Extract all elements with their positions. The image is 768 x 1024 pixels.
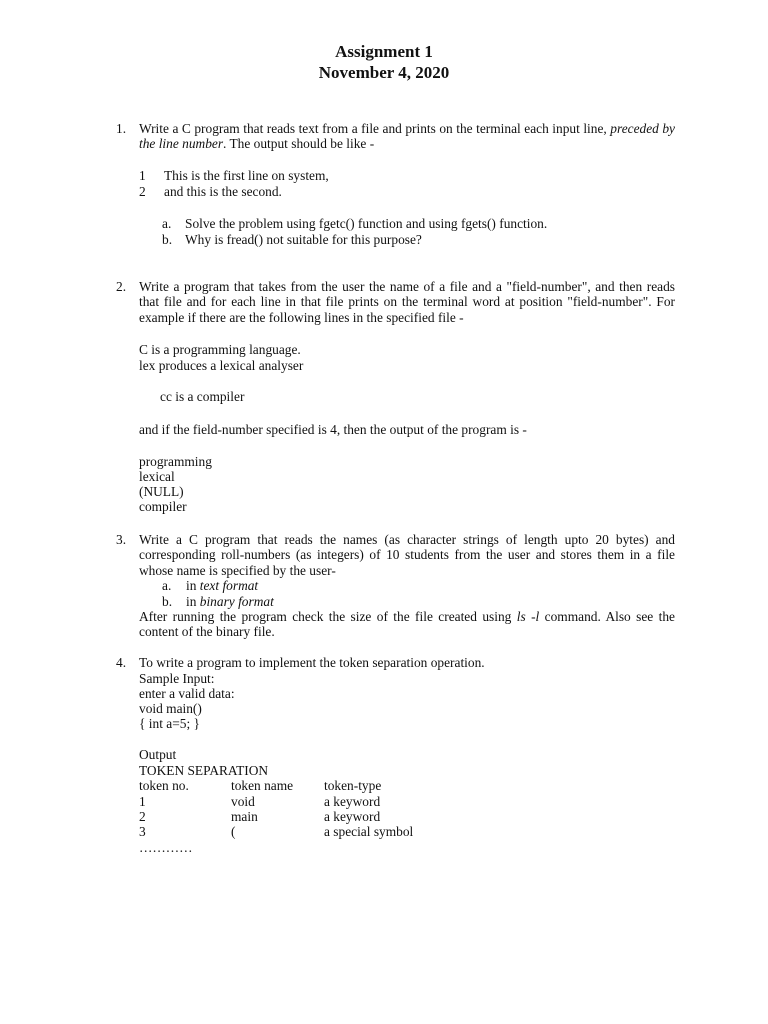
cell-token-no: 1: [139, 794, 146, 809]
cell-token-name: (: [231, 824, 236, 839]
q3-sub-a-text: [186, 578, 258, 593]
header-token-name: token name: [231, 778, 294, 793]
q1-text-italic: preceded by the line number: [139, 121, 676, 152]
header-token-no: token no.: [139, 778, 189, 793]
q2-then-text: and if the field-number specified is 4, then the output of the program is -: [139, 422, 527, 437]
q4-ellipsis: …………: [139, 840, 193, 855]
q4-input-line: Sample Input:: [139, 671, 215, 686]
page-date: November 4, 2020: [318, 63, 450, 82]
q1-text: [139, 121, 675, 152]
q3-sub-b-text: [186, 594, 274, 609]
q1-number: 1.: [116, 121, 127, 136]
q4-table-title: TOKEN SEPARATION: [139, 763, 269, 778]
q4-input-line: void main(): [139, 701, 202, 716]
q1-sub-a-label: a.: [162, 216, 172, 231]
line-number: 1: [139, 168, 146, 183]
q1-text-part: Write a C program that reads text from a file and prints on the terminal each input line,: [139, 121, 611, 136]
q3-sub-a-italic: text format: [199, 578, 259, 593]
line-text: This is the first line on system,: [164, 168, 329, 183]
q2-output-line: programming: [139, 454, 212, 469]
q2-text: Write a program that takes from the user the name of a file and a "field-number", and then reads that file and for each line in that file prints on the terminal word at position "field-number". For example if there are the following lines in the specified file -: [139, 279, 675, 325]
q4-number: 4.: [116, 655, 127, 670]
cell-token-type: a keyword: [324, 794, 381, 809]
q2-output-line: compiler: [139, 499, 187, 514]
q2-number: 2.: [116, 279, 127, 294]
q4-input-line: { int a=5; }: [139, 716, 200, 731]
q2-file-line: lex produces a lexical analyser: [139, 358, 304, 373]
cell-token-no: 3: [139, 824, 146, 839]
q3-sub-a-prefix: in: [186, 578, 200, 593]
q1-sub-a-text: Solve the problem using fgetc() function and using fgets() function.: [185, 216, 548, 231]
table-row: [139, 794, 539, 810]
cell-token-no: 2: [139, 809, 146, 824]
q1-text-end: . The output should be like -: [223, 136, 375, 152]
q1-sub-b-label: b.: [162, 232, 173, 247]
cell-token-type: a keyword: [324, 809, 381, 824]
q3-after-end: command. Also see the content of the binary file.: [139, 609, 675, 640]
q3-after-text: [139, 609, 675, 640]
cell-token-type: a special symbol: [324, 824, 414, 839]
table-row: [139, 824, 539, 840]
q4-table-header: [139, 778, 539, 794]
q2-file-line: C is a programming language.: [139, 342, 301, 357]
q3-sub-a-label: a.: [162, 578, 172, 593]
q3-sub-b-italic: binary format: [199, 594, 274, 609]
line-text: and this is the second.: [164, 184, 282, 199]
header-token-type: token-type: [324, 778, 382, 793]
page-title: Assignment 1: [335, 42, 433, 61]
q1-sub-b-text: Why is fread() not suitable for this purpose?: [185, 232, 422, 247]
q4-output-label: Output: [139, 747, 177, 762]
q2-output-line: lexical: [139, 469, 175, 484]
cell-token-name: void: [231, 794, 255, 809]
table-row: [139, 809, 539, 825]
q2-file-line-indented: cc is a compiler: [160, 389, 245, 404]
q3-after-part: After running the program check the size of the file created using: [139, 609, 517, 624]
q3-sub-b-label: b.: [162, 594, 173, 609]
q3-after-italic: ls -l: [516, 609, 540, 624]
q3-text: Write a C program that reads the names (as character strings of length upto 20 bytes) and corresponding roll-numbers (as integers) of 10 students from the user and stores them in a file whose name is specified by the user-: [139, 532, 675, 578]
line-number: 2: [139, 184, 146, 199]
cell-token-name: main: [231, 809, 258, 824]
q4-text: To write a program to implement the token separation operation.: [139, 655, 485, 670]
q3-number: 3.: [116, 532, 127, 547]
q3-sub-b-prefix: in: [186, 594, 200, 609]
q2-output-line: (NULL): [139, 484, 184, 499]
q4-input-line: enter a valid data:: [139, 686, 235, 701]
